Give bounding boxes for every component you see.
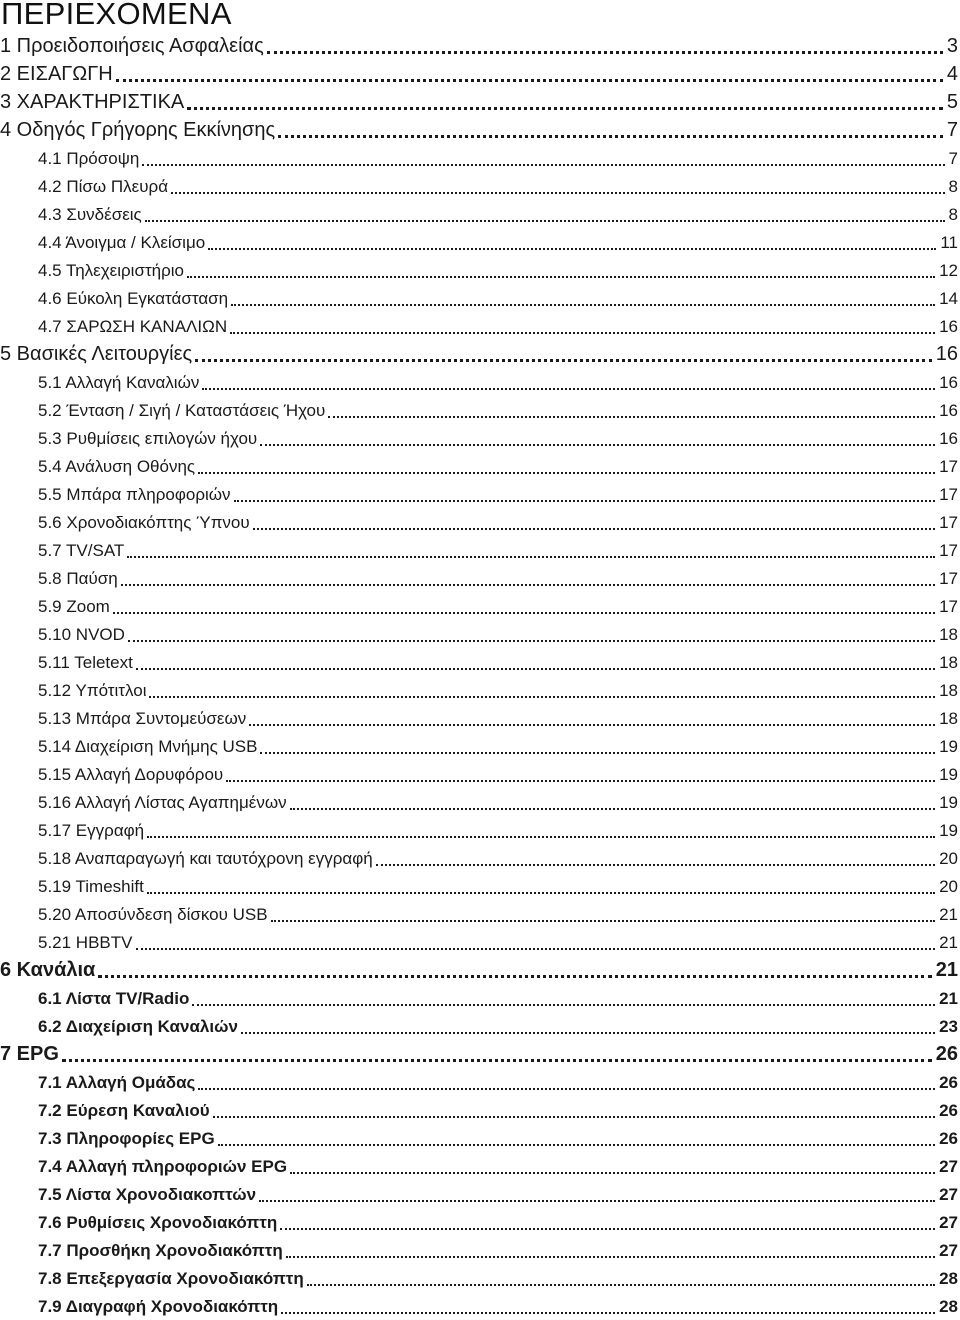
dot-leader	[253, 528, 935, 530]
toc-section-entry[interactable]	[0, 396, 958, 424]
toc-entry-page-number: 8	[948, 177, 958, 196]
dot-leader	[376, 864, 935, 866]
dot-leader	[147, 892, 935, 894]
dot-leader	[231, 304, 935, 306]
dot-leader	[187, 107, 943, 110]
toc-entry-label: 4.5 Τηλεχειριστήριο	[38, 261, 185, 280]
toc-entry-page-number: 17	[939, 597, 958, 616]
toc-entry-page-number: 26	[939, 1101, 958, 1120]
dot-leader	[198, 472, 935, 474]
toc-entry-page-number: 16	[935, 343, 958, 365]
toc-section-entry[interactable]	[0, 564, 958, 592]
dot-leader	[128, 640, 935, 642]
dot-leader	[171, 192, 944, 194]
toc-entry-label: 5.16 Αλλαγή Λίστας Αγαπημένων	[38, 793, 287, 812]
toc-entry-label: 7 EPG	[0, 1043, 59, 1065]
toc-entry-page-number: 18	[939, 625, 958, 644]
toc-entry-label: 5.3 Ρυθμίσεις επιλογών ήχου	[38, 429, 258, 448]
toc-entry-page-number: 16	[939, 373, 958, 392]
toc-chapter-entry[interactable]	[0, 32, 958, 60]
toc-section-entry[interactable]	[0, 872, 958, 900]
toc-section-entry[interactable]	[0, 1236, 958, 1264]
toc-section-entry[interactable]	[0, 312, 958, 340]
toc-section-entry[interactable]	[0, 144, 958, 172]
toc-entry-page-number: 16	[939, 317, 958, 336]
toc-entry-page-number: 23	[939, 1017, 958, 1036]
dot-leader	[192, 1004, 935, 1006]
toc-section-entry[interactable]	[0, 172, 958, 200]
toc-entry-page-number: 27	[939, 1213, 958, 1232]
toc-entry-page-number: 11	[940, 233, 958, 252]
toc-entry-label: 4.2 Πίσω Πλευρά	[38, 177, 169, 196]
toc-section-entry[interactable]	[0, 368, 958, 396]
toc-section-entry[interactable]	[0, 1208, 958, 1236]
toc-entry-page-number: 5	[946, 91, 958, 113]
toc-entry-label: 5.10 NVOD	[38, 625, 125, 644]
toc-entry-label: 5 Βασικές Λειτουργίες	[0, 343, 193, 365]
dot-leader	[149, 696, 935, 698]
toc-entry-label: 1 Προειδοποιήσεις Ασφαλείας	[0, 35, 264, 57]
dot-leader	[213, 1116, 935, 1118]
dot-leader	[98, 975, 931, 978]
toc-entry-page-number: 12	[939, 261, 958, 280]
toc-section-entry[interactable]	[0, 508, 958, 536]
toc-title: ΠΕΡΙΕΧΟΜΕΝΑ	[1, 0, 232, 31]
toc-entry-label: 4.1 Πρόσοψη	[38, 149, 140, 168]
toc-section-entry[interactable]	[0, 424, 958, 452]
toc-entry-label: 5.9 Zoom	[38, 597, 110, 616]
toc-section-entry[interactable]	[0, 928, 958, 956]
toc-entry-page-number: 26	[939, 1129, 958, 1148]
dot-leader	[187, 276, 935, 278]
toc-section-entry[interactable]	[0, 816, 958, 844]
toc-entry-label: 6 Κανάλια	[0, 959, 96, 981]
toc-chapter-entry[interactable]	[0, 340, 958, 368]
toc-entry-label: 2 ΕΙΣΑΓΩΓΗ	[0, 63, 113, 85]
toc-section-entry[interactable]	[0, 844, 958, 872]
toc-entry-page-number: 21	[939, 905, 958, 924]
dot-leader	[145, 220, 945, 222]
toc-section-entry[interactable]	[0, 1124, 958, 1152]
toc-entry-page-number: 20	[939, 877, 958, 896]
toc-section-entry[interactable]	[0, 1068, 958, 1096]
toc-entry-label: 4 Οδηγός Γρήγορης Εκκίνησης	[0, 119, 276, 141]
toc-entry-page-number: 17	[939, 569, 958, 588]
toc-section-entry[interactable]	[0, 200, 958, 228]
toc-entry-page-number: 17	[939, 485, 958, 504]
toc-entry-label: 7.4 Αλλαγή πληροφοριών EPG	[38, 1157, 288, 1176]
toc-entry-label: 4.6 Εύκολη Εγκατάσταση	[38, 289, 229, 308]
toc-entry-label: 5.6 Χρονοδιακόπτης Ύπνου	[38, 513, 250, 532]
toc-entry-label: 5.20 Αποσύνδεση δίσκου USB	[38, 905, 268, 924]
dot-leader	[147, 836, 935, 838]
toc-entry-label: 5.13 Μπάρα Συντομεύσεων	[38, 709, 247, 728]
toc-entry-page-number: 26	[935, 1043, 958, 1065]
toc-entry-label: 7.2 Εύρεση Καναλιού	[38, 1101, 210, 1120]
dot-leader	[328, 416, 935, 418]
toc-entry-label: 4.7 ΣΑΡΩΣΗ ΚΑΝΑΛΙΩΝ	[38, 317, 228, 336]
toc-entry-label: 5.7 TV/SAT	[38, 541, 125, 560]
toc-section-entry[interactable]	[0, 760, 958, 788]
toc-section-entry[interactable]	[0, 648, 958, 676]
dot-leader	[267, 51, 943, 54]
dot-leader	[271, 920, 935, 922]
toc-entry-page-number: 27	[939, 1185, 958, 1204]
toc-entry-label: 5.4 Ανάλυση Οθόνης	[38, 457, 196, 476]
toc-entry-page-number: 27	[939, 1157, 958, 1176]
dot-leader	[286, 1256, 935, 1258]
toc-section-entry[interactable]	[0, 900, 958, 928]
toc-entry-label: 7.1 Αλλαγή Ομάδας	[38, 1073, 196, 1092]
toc-entry-page-number: 14	[939, 289, 958, 308]
dot-leader	[127, 556, 935, 558]
dot-leader	[142, 164, 944, 166]
toc-chapter-entry[interactable]	[0, 116, 958, 144]
toc-section-entry[interactable]	[0, 480, 958, 508]
dot-leader	[290, 808, 935, 810]
toc-entry-label: 5.5 Μπάρα πληροφοριών	[38, 485, 231, 504]
toc-entry-page-number: 18	[939, 709, 958, 728]
dot-leader	[260, 752, 935, 754]
toc-entry-label: 7.6 Ρυθμίσεις Χρονοδιακόπτη	[38, 1213, 278, 1232]
toc-entry-label: 5.17 Εγγραφή	[38, 821, 145, 840]
toc-section-entry[interactable]	[0, 676, 958, 704]
toc-section-entry[interactable]	[0, 1152, 958, 1180]
toc-section-entry[interactable]	[0, 1264, 958, 1292]
toc-entry-page-number: 28	[939, 1269, 958, 1288]
toc-section-entry[interactable]	[0, 256, 958, 284]
toc-entry-page-number: 17	[939, 541, 958, 560]
toc-entry-page-number: 26	[939, 1073, 958, 1092]
toc-entry-page-number: 8	[948, 205, 958, 224]
toc-chapter-entry[interactable]	[0, 60, 958, 88]
toc-section-entry[interactable]	[0, 1012, 958, 1040]
toc-entry-page-number: 19	[939, 793, 958, 812]
toc-entry-page-number: 19	[939, 737, 958, 756]
dot-leader	[259, 1200, 935, 1202]
dot-leader	[226, 780, 935, 782]
dot-leader	[278, 135, 943, 138]
dot-leader	[136, 668, 935, 670]
toc-section-entry[interactable]	[0, 620, 958, 648]
toc-section-entry[interactable]	[0, 284, 958, 312]
toc-entry-page-number: 21	[939, 989, 958, 1008]
toc-entry-page-number: 7	[948, 149, 958, 168]
toc-section-entry[interactable]	[0, 704, 958, 732]
toc-section-entry[interactable]	[0, 984, 958, 1012]
dot-leader	[307, 1284, 935, 1286]
dot-leader	[195, 359, 932, 362]
toc-entry-label: 5.12 Υπότιτλοι	[38, 681, 147, 700]
dot-leader	[281, 1312, 935, 1314]
dot-leader	[136, 948, 936, 950]
toc-entry-label: 5.14 Διαχείριση Μνήμης USB	[38, 737, 258, 756]
toc-entry-label: 5.15 Αλλαγή Δορυφόρου	[38, 765, 224, 784]
dot-leader	[218, 1144, 935, 1146]
toc-entry-label: 5.18 Αναπαραγωγή και ταυτόχρονη εγγραφή	[38, 849, 373, 868]
dot-leader	[62, 1059, 932, 1062]
toc-entry-label: 5.2 Ένταση / Σιγή / Καταστάσεις Ήχου	[38, 401, 326, 420]
dot-leader	[202, 388, 935, 390]
dot-leader	[198, 1088, 935, 1090]
dot-leader	[241, 1032, 935, 1034]
toc-entry-label: 3 ΧΑΡΑΚΤΗΡΙΣΤΙΚΑ	[0, 91, 185, 113]
toc-section-entry[interactable]	[0, 228, 958, 256]
toc-entry-label: 5.21 HBBTV	[38, 933, 133, 952]
toc-entry-label: 7.9 Διαγραφή Χρονοδιακόπτη	[38, 1297, 279, 1316]
toc-entry-page-number: 18	[939, 653, 958, 672]
toc-entry-label: 6.2 Διαχείριση Καναλιών	[38, 1017, 238, 1036]
toc-entry-page-number: 16	[939, 429, 958, 448]
toc-entry-label: 6.1 Λίστα TV/Radio	[38, 989, 190, 1008]
toc-entry-page-number: 28	[939, 1297, 958, 1316]
dot-leader	[234, 500, 936, 502]
toc-entry-label: 5.1 Αλλαγή Καναλιών	[38, 373, 200, 392]
dot-leader	[121, 584, 935, 586]
dot-leader	[280, 1228, 935, 1230]
toc-section-entry[interactable]	[0, 732, 958, 760]
toc-entry-page-number: 7	[946, 119, 958, 141]
toc-entry-page-number: 16	[939, 401, 958, 420]
dot-leader	[116, 79, 943, 82]
toc-section-entry[interactable]	[0, 592, 958, 620]
dot-leader	[290, 1172, 935, 1174]
dot-leader	[208, 248, 936, 250]
toc-entry-label: 5.19 Timeshift	[38, 877, 144, 896]
toc-entry-page-number: 19	[939, 765, 958, 784]
toc-entry-label: 7.5 Λίστα Χρονοδιακοπτών	[38, 1185, 257, 1204]
dot-leader	[113, 612, 935, 614]
toc-entry-page-number: 17	[939, 513, 958, 532]
dot-leader	[230, 332, 935, 334]
toc-chapter-entry[interactable]	[0, 1040, 958, 1068]
toc-section-entry[interactable]	[0, 1180, 958, 1208]
toc-entry-page-number: 19	[939, 821, 958, 840]
toc-entry-page-number: 20	[939, 849, 958, 868]
toc-chapter-entry[interactable]	[0, 956, 958, 984]
toc-entry-page-number: 18	[939, 681, 958, 700]
toc-section-entry[interactable]	[0, 452, 958, 480]
toc-entry-label: 4.4 Άνοιγμα / Κλείσιμο	[38, 233, 206, 252]
toc-entry-page-number: 17	[939, 457, 958, 476]
toc-entry-label: 4.3 Συνδέσεις	[38, 205, 142, 224]
toc-list	[0, 32, 958, 1320]
toc-entry-page-number: 27	[939, 1241, 958, 1260]
toc-section-entry[interactable]	[0, 788, 958, 816]
toc-section-entry[interactable]	[0, 1096, 958, 1124]
toc-entry-label: 7.3 Πληροφορίες EPG	[38, 1129, 215, 1148]
toc-section-entry[interactable]	[0, 1292, 958, 1320]
toc-entry-page-number: 4	[946, 63, 958, 85]
toc-entry-label: 7.7 Προσθήκη Χρονοδιακόπτη	[38, 1241, 283, 1260]
toc-entry-page-number: 3	[946, 35, 958, 57]
dot-leader	[260, 444, 935, 446]
toc-entry-label: 5.8 Παύση	[38, 569, 118, 588]
toc-entry-page-number: 21	[939, 933, 958, 952]
toc-entry-label: 7.8 Επεξεργασία Χρονοδιακόπτη	[38, 1269, 304, 1288]
dot-leader	[249, 724, 935, 726]
toc-section-entry[interactable]	[0, 536, 958, 564]
toc-entry-label: 5.11 Teletext	[38, 653, 133, 672]
toc-entry-page-number: 21	[935, 959, 958, 981]
toc-chapter-entry[interactable]	[0, 88, 958, 116]
